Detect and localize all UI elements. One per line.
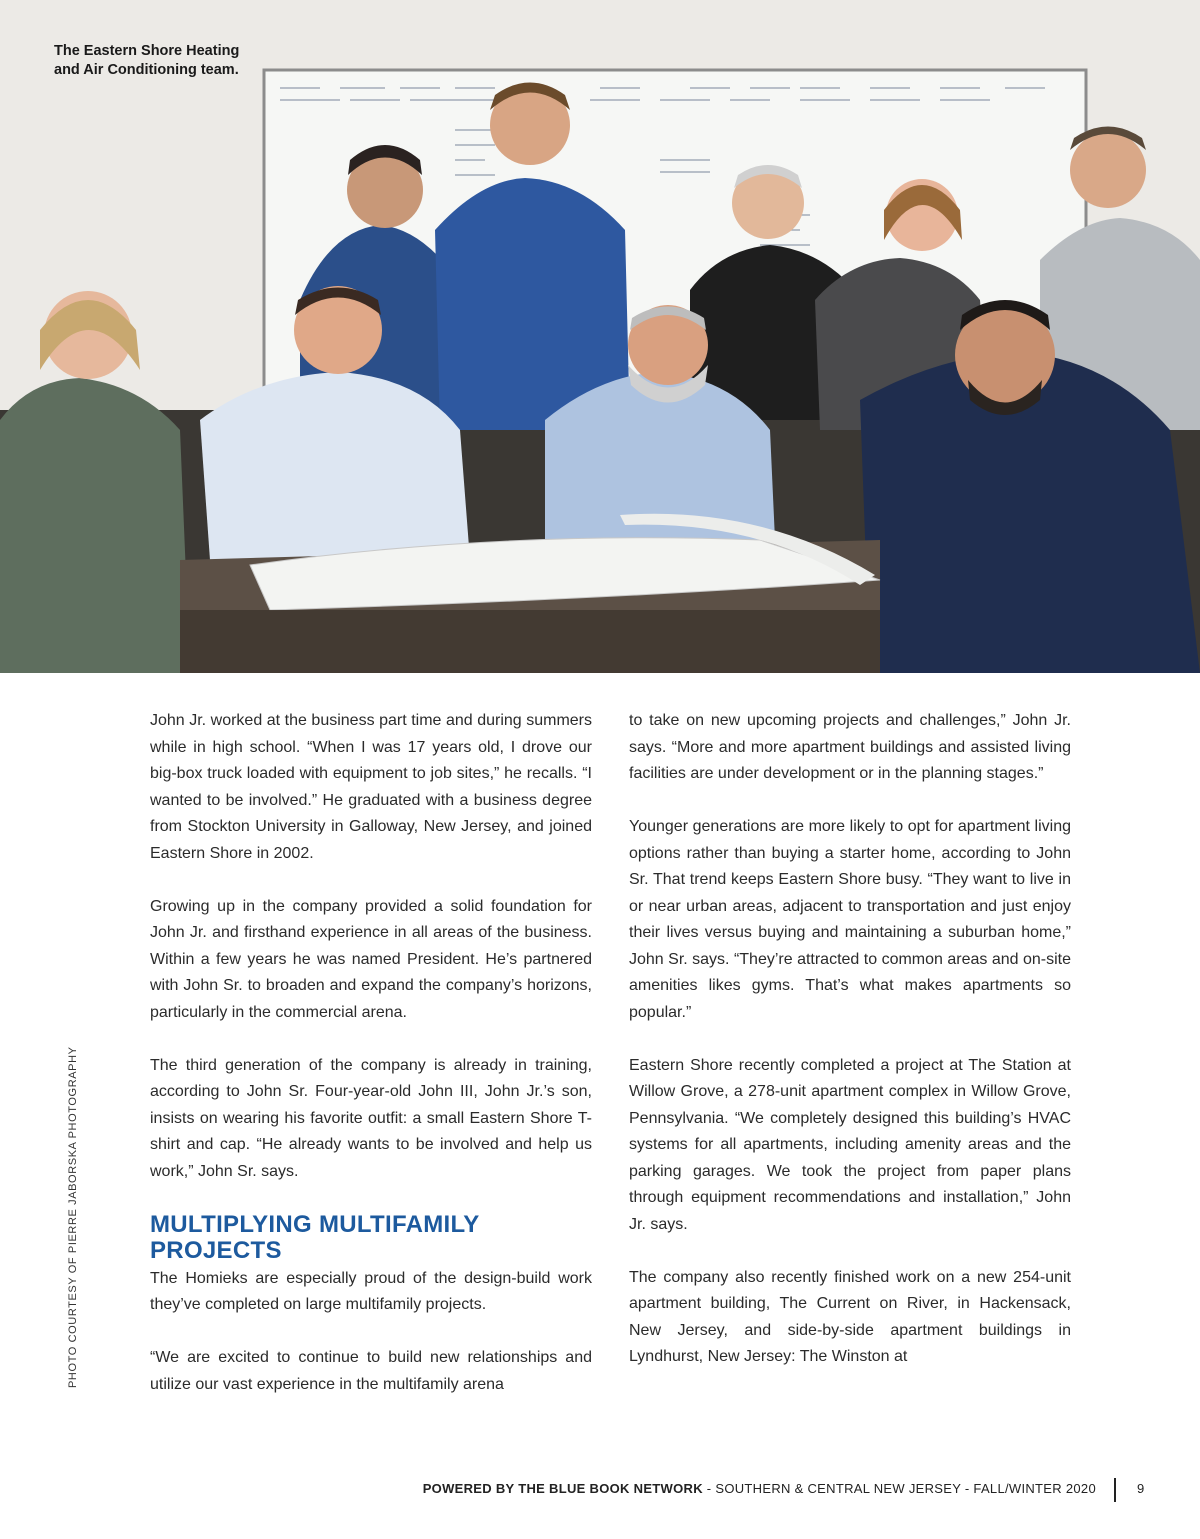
caption-line-1: The Eastern Shore Heating (54, 43, 240, 59)
footer-brand (423, 1481, 1096, 1496)
right-paragraph-2: Younger generations are more likely to opt for apartment living options rather than buying a starter home, according to John Sr. That trend keeps Eastern Shore busy. “They want to live in or near urban areas, adjacent to transportation and just enjoy their lives versus buying and maintaining a suburban home,” John Sr. says. “They’re attracted to common areas and on-site amenities likes gyms. That’s what makes apartments so popular.” (629, 818, 1071, 1021)
footer-divider (1114, 1478, 1116, 1502)
left-paragraph-1: John Jr. worked at the business part time and during summers while in high school. “When I was 17 years old, I drove our big-box truck loaded with equipment to job sites,” he recalls. “I wanted to be involved.” He graduated with a business degree from Stockton University in Galloway, New Jersey, and joined Eastern Shore in 2002. (150, 712, 592, 862)
team-photo-illustration (0, 0, 1200, 673)
left-paragraph-3: The third generation of the company is already in training, according to John Sr. Four-year-old John III, John Jr.’s son, insists on wearing his favorite outfit: a small Eastern Shore T-shirt and cap. “He already wants to be involved and help us work,” John Sr. says. (150, 1056, 592, 1180)
photo-credit: PHOTO COURTESY OF PIERRE JABORSKA PHOTOGRAPHY (67, 1046, 79, 1388)
page-number: 9 (1137, 1481, 1145, 1496)
left-paragraph-2: Growing up in the company provided a solid foundation for John Jr. and firsthand experience in all areas of the business. Within a few years he was named President. He’s partnered with John Sr. to broaden and expand the company’s horizons, particularly in the commercial arena. (150, 897, 592, 1021)
right-column (629, 708, 1071, 1397)
photo-caption (54, 42, 294, 80)
left-paragraph-4: The Homieks are especially proud of the design-build work they’ve completed on large multifamily projects. (150, 1269, 592, 1313)
right-paragraph-3: Eastern Shore recently completed a project at The Station at Willow Grove, a 278-unit apartment complex in Willow Grove, Pennsylvania. “We completely designed this building’s HVAC systems for all apartments, including amenity areas and the parking garages. We took the project from paper plans through equipment recommendations and installation,” John Jr. says. (629, 1056, 1071, 1233)
left-column (150, 708, 592, 1425)
section-heading: MULTIPLYING MULTIFAMILY PROJECTS (150, 1210, 480, 1264)
footer-brand-rest: - SOUTHERN & CENTRAL NEW JERSEY - FALL/WINTER 2020 (702, 1481, 1096, 1496)
left-paragraph-5: “We are excited to continue to build new relationships and utilize our vast experience in the multifamily arena (150, 1349, 592, 1393)
right-paragraph-4: The company also recently finished work on a new 254-unit apartment building, The Current on River, in Hackensack, New Jersey, and side-by-side apartment buildings in Lyndhurst, New Jersey: The Winston at (629, 1268, 1071, 1365)
page-footer (0, 1478, 1200, 1502)
caption-line-2: and Air Conditioning team. (54, 62, 239, 78)
footer-brand-bold: POWERED BY THE BLUE BOOK NETWORK (422, 1481, 703, 1496)
team-photo (0, 0, 1200, 673)
right-paragraph-1: to take on new upcoming projects and challenges,” John Jr. says. “More and more apartment buildings and assisted living facilities are under development or in the planning stages.” (629, 712, 1071, 782)
